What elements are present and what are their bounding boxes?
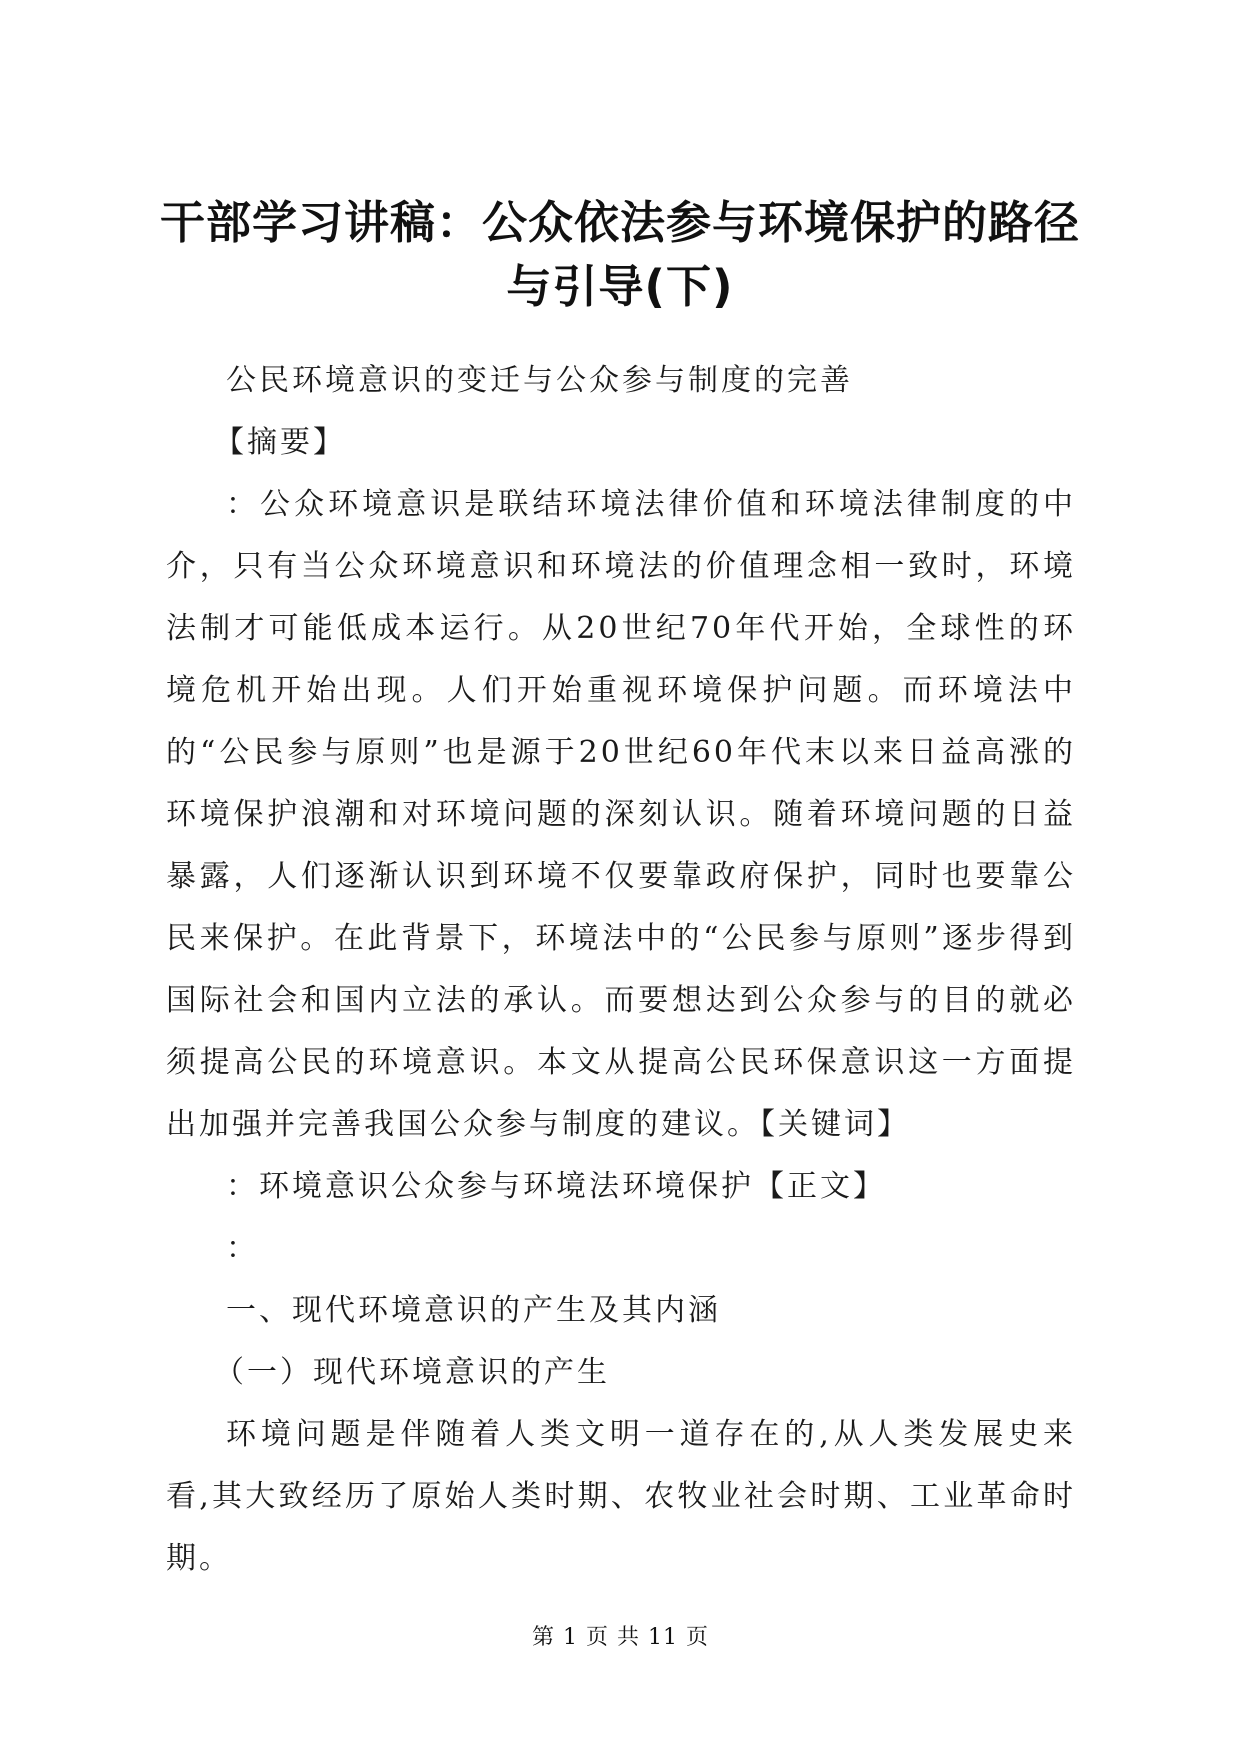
body-colon-paragraph: ： <box>226 1231 259 1266</box>
document-title-line-1: 干部学习讲稿：公众依法参与环境保护的路径 <box>159 196 1080 249</box>
body-paragraph: 环境问题是伴随着人类文明一道存在的,从人类发展史来看,其大致经历了原始人类时期、农牧业社会时期、工业革命时期。 <box>166 1417 1076 1576</box>
subsection-heading-1: （一）现代环境意识的产生 <box>214 1355 610 1390</box>
abstract-paragraph: ：公众环境意识是联结环境法律价值和环境法律制度的中介，只有当公众环境意识和环境法的价值理念相一致时，环境法制才可能低成本运行。从20世纪70年代开始，全球性的环境危机开始出现。人们开始重视环境保护问题。而环境法中的“公民参与原则”也是源于20世纪60年代末以来日益高涨的环境保护浪潮和对环境问题的深刻认识。随着环境问题的日益暴露，人们逐渐认识到环境不仅要靠政府保护，同时也要靠公民来保护。在此背景下，环境法中的“公民参与原则”逐步得到国际社会和国内立法的承认。而要想达到公众参与的目的就必须提高公民的环境意识。本文从提高公民环保意识这一方面提出加强并完善我国公众参与制度的建议。【关键词】 <box>166 487 1076 1142</box>
abstract-heading: 【摘要】 <box>214 425 346 460</box>
page-footer: 第 1 页 共 11 页 <box>532 1625 709 1650</box>
document-title-line-2: 与引导(下) <box>506 260 734 313</box>
section-heading-1: 一、现代环境意识的产生及其内涵 <box>226 1293 721 1328</box>
document-body <box>166 350 1076 1590</box>
keywords-paragraph: ：环境意识公众参与环境法环境保护【正文】 <box>226 1169 886 1204</box>
subtitle-paragraph: 公民环境意识的变迁与公众参与制度的完善 <box>226 363 853 398</box>
